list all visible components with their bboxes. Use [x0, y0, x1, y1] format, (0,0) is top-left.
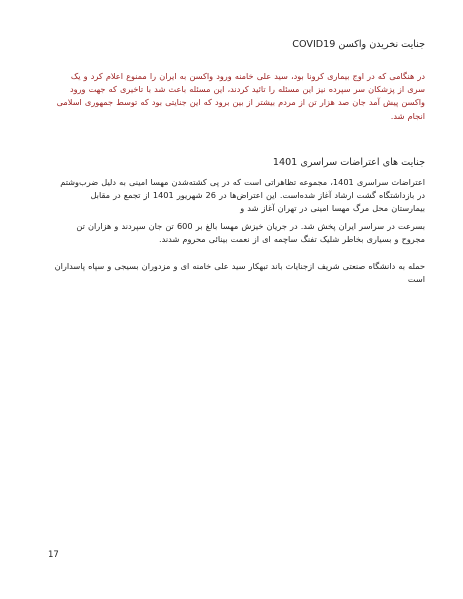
page-number: 17 [48, 550, 59, 560]
section-heading-protests-1401: جنایت های اعتراضات سراسری 1401 [272, 157, 425, 168]
paragraph-protests-casualties: بسرعت در سراسر ایران پخش شد. در جریان خیزش مهسا بالغ بر 600 تن جان سپردند و هزاران تن مجروح و بسیاری بخاطر شلیک تفنگ ساچمه ای از نعمت بینائی محروم شدند. [76, 221, 425, 245]
section-heading-covid-vaccine: جنایت نخریدن واکسن COVID19 [292, 39, 425, 50]
paragraph-vaccine-ban: در هنگامی که در اوج بیماری کرونا بود، سید علی خامنه ورود واکسن به ایران را ممنوع اعلام کرد و یک سری از پزشکان سر سپرده نیز این مسئله را تائید کردند، این مسئله باعث شد با تاخیری که جهت ورود واکسن پیش آمد جان صد هزار تن از مردم بیشتر از بین برود که این جنایتی بود که توسط جمهوری اسلامی انجام شد. [56, 71, 425, 121]
paragraph-protests-origin: اعتراضات سراسری 1401، مجموعه تظاهراتی است که در پی کشته‌شدن مهسا امینی به دلیل ضرب‌وشتم در بازداشتگاه گشت ارشاد آغاز شده‌است. این اعتراض‌ها در 26 شهریور 1401 از تجمع در مقابل بیمارستان محل مرگ مهسا امینی در تهران آغاز شد و [60, 177, 425, 214]
paragraph-sharif-university-attack: حمله به دانشگاه صنعتی شریف ازجنایات باند تبهکار سید علی خامنه ای و مزدوران بسیجی و سپاه پاسداران است [54, 261, 425, 285]
